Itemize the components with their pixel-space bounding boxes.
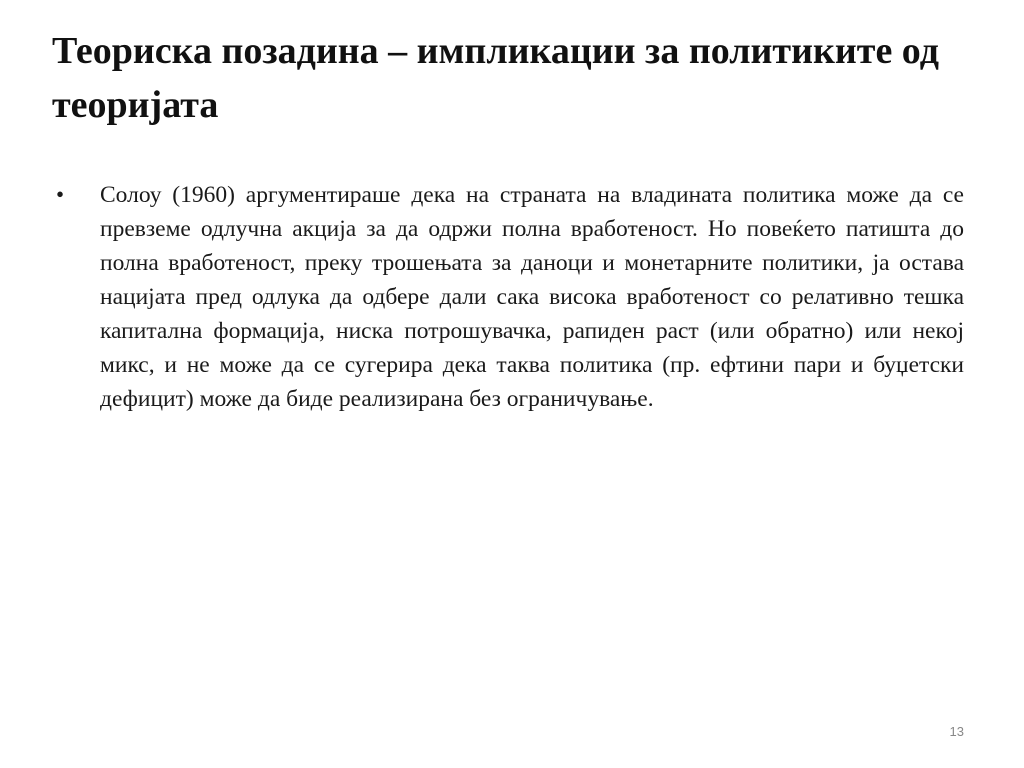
- bullet-item: [52, 178, 964, 416]
- bullet-list: [52, 178, 964, 416]
- bullet-marker: •: [56, 182, 65, 207]
- slide-title: Теориска позадина – импликации за политиките од теоријата: [52, 30, 939, 126]
- bullet-text: Солоу (1960) аргументираше дека на страната на владината политика може да се превземе одлучна акција за да одржи полна вработеност. Но повеќето патишта до полна вработеност, преку трошењата за даноци и монетарните политики, ја остава нацијата пред одлука да одбере дали сака висока вработеност со релативно тешка капитална формација, ниска потрошувачка, рапиден раст (или обратно) или некој микс, и не може да се сугерира дека таква политика (пр. ефтини пари и буџетски дефицит) може да биде реализирана без ограничување.: [100, 182, 964, 412]
- page-number: 13: [949, 724, 964, 739]
